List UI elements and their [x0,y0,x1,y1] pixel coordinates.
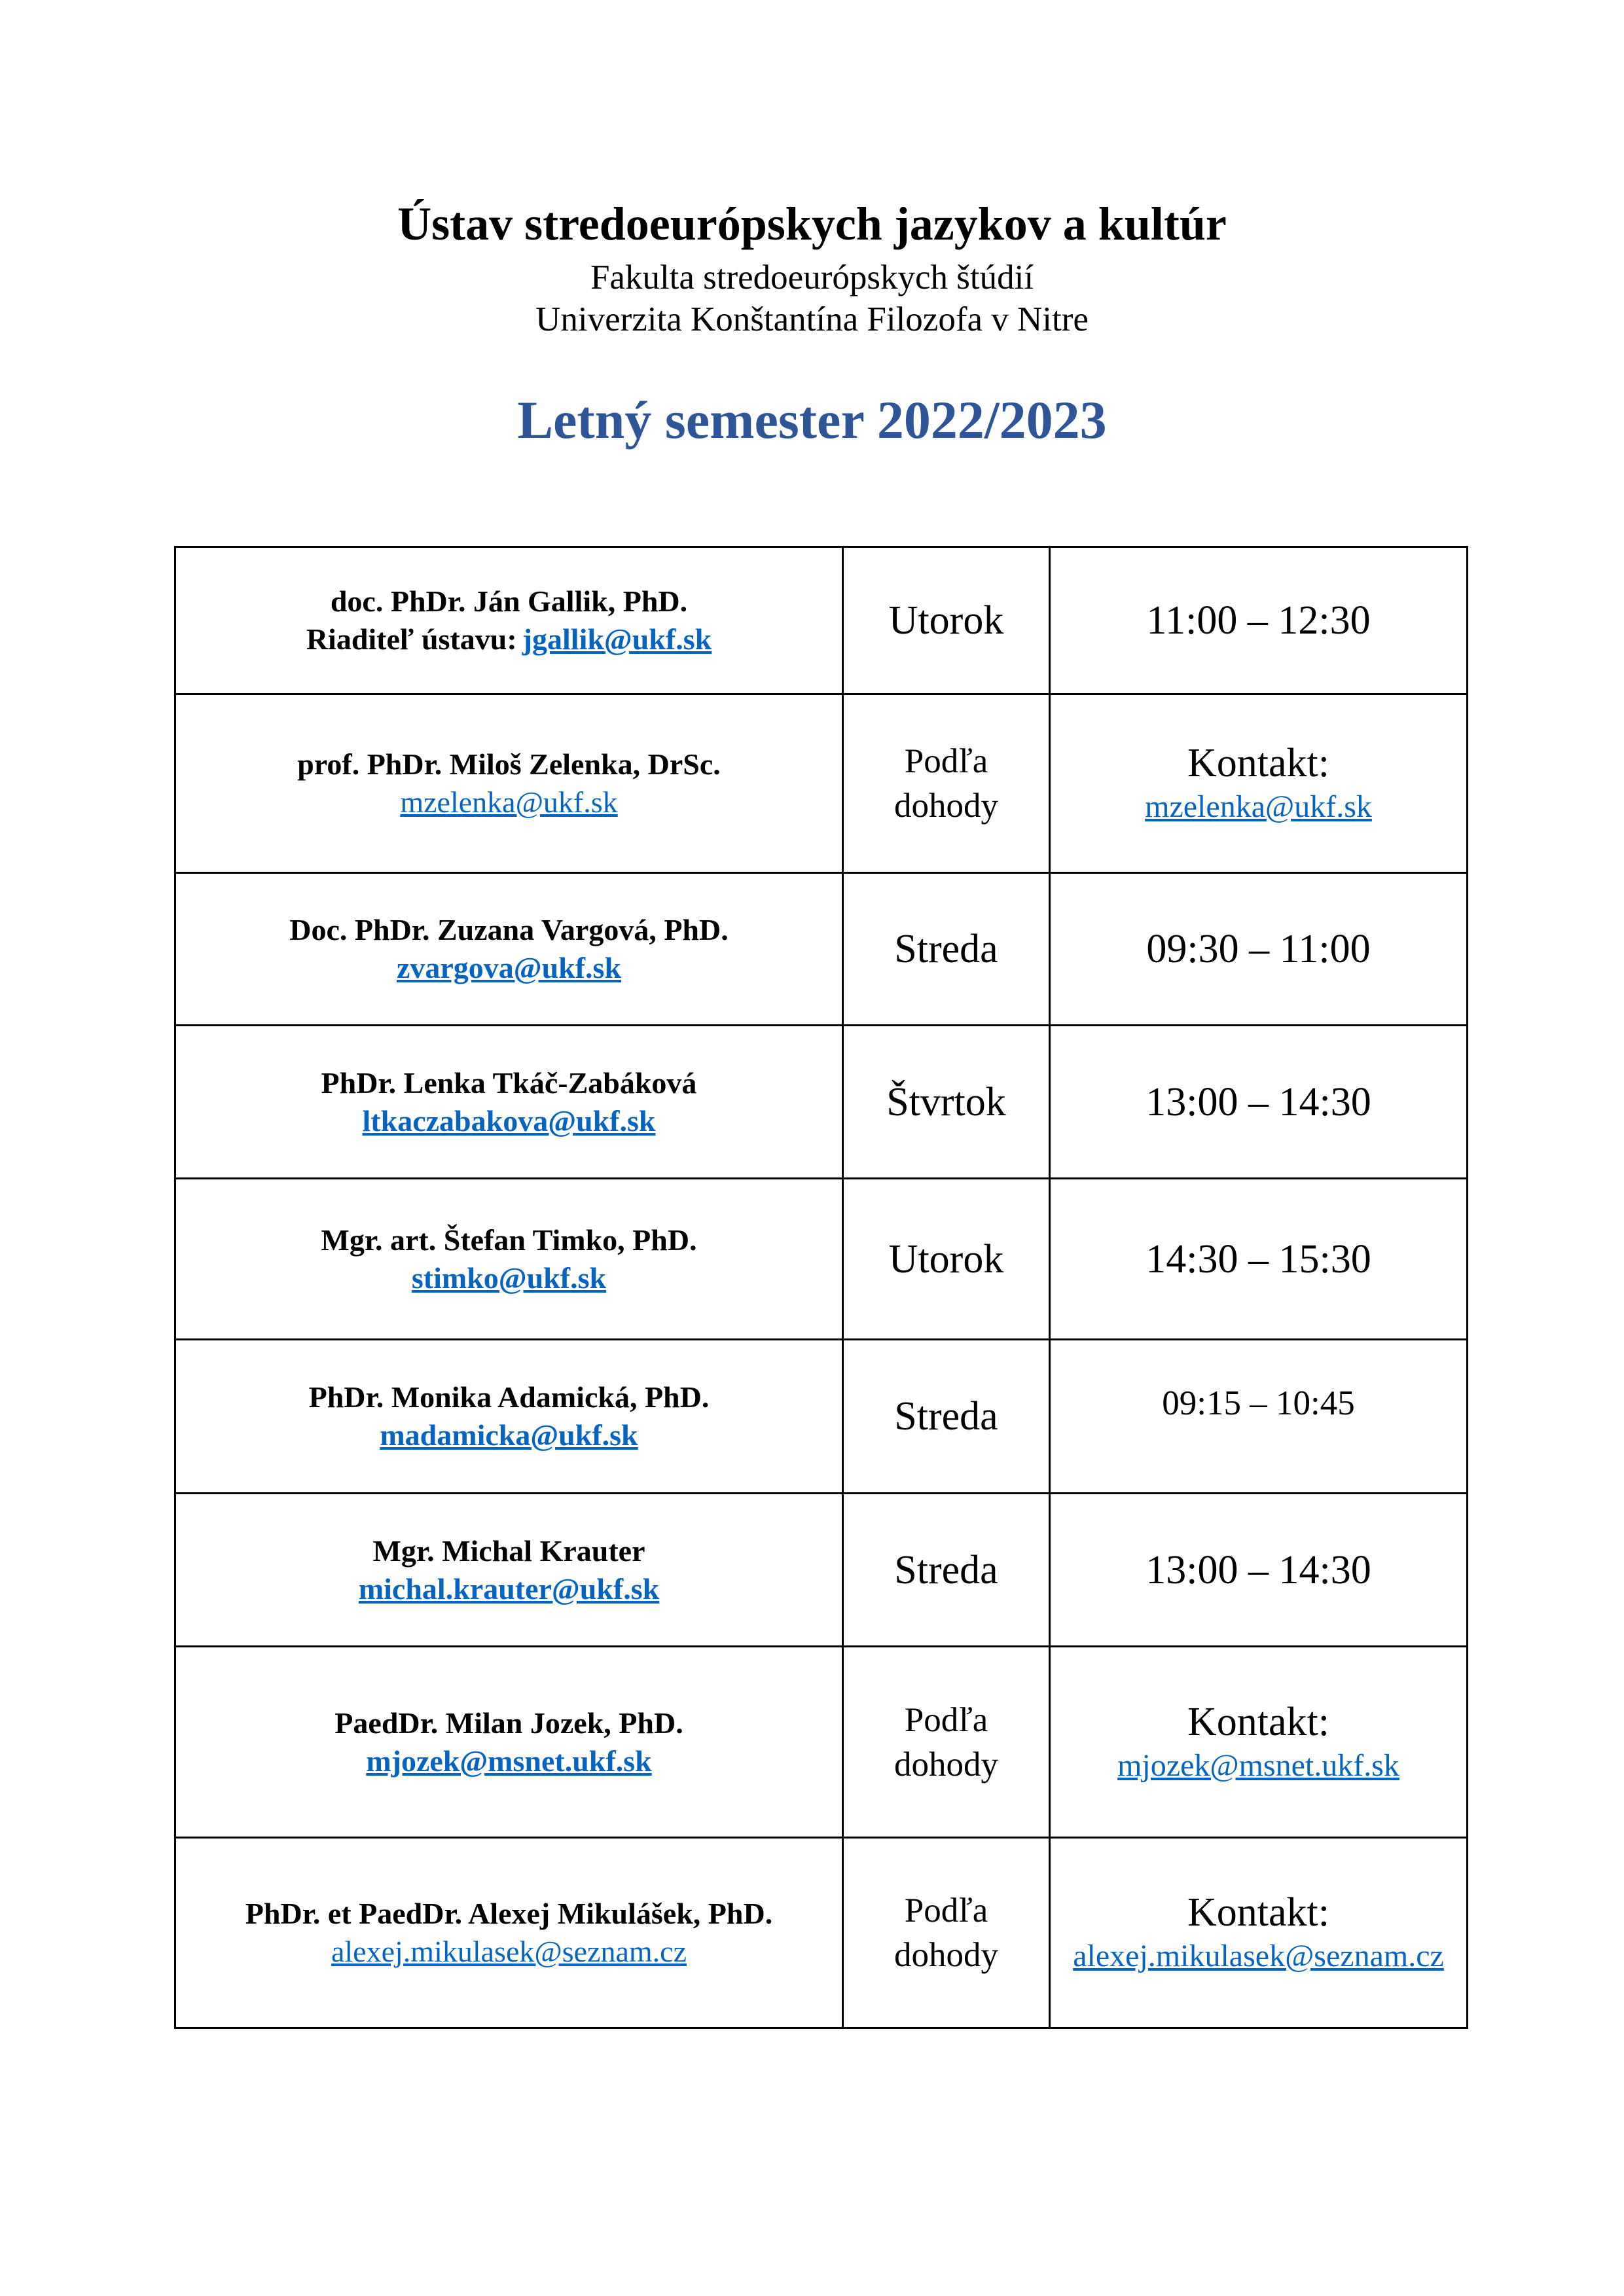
day-cell [843,1494,1050,1647]
time-cell [1050,1647,1468,1838]
staff-name: doc. PhDr. Ján Gallik, PhD. [330,584,688,618]
table-row [175,1340,1468,1494]
staff-cell [175,1026,843,1179]
staff-name: Mgr. art. Štefan Timko, PhD. [321,1223,697,1257]
contact-email-link[interactable]: mjozek@msnet.ukf.sk [1117,1748,1399,1783]
time-cell [1050,1026,1468,1179]
staff-name: prof. PhDr. Miloš Zelenka, DrSc. [297,747,721,781]
staff-email-link[interactable]: stimko@ukf.sk [411,1261,607,1295]
staff-cell [175,873,843,1026]
contact-label: Kontakt: [1187,1890,1329,1935]
staff-email-link[interactable]: mzelenka@ukf.sk [400,785,618,819]
office-day: Streda [894,1547,998,1592]
time-cell [1050,1494,1468,1647]
staff-cell [175,547,843,694]
office-time: 13:00 – 14:30 [1146,1079,1371,1124]
staff-cell [175,1647,843,1838]
office-day-continued: dohody [894,1745,998,1784]
contact-email-link[interactable]: mzelenka@ukf.sk [1145,789,1372,824]
table-row [175,1838,1468,2028]
staff-name: PhDr. Lenka Tkáč-Zabáková [321,1066,697,1100]
staff-email-link[interactable]: ltkaczabakova@ukf.sk [362,1103,656,1138]
office-day: Podľa [904,742,988,780]
staff-name: Doc. PhDr. Zuzana Vargová, PhD. [289,913,729,946]
staff-cell [175,1340,843,1494]
staff-cell [175,1838,843,2028]
office-day: Streda [894,927,998,971]
office-day: Štvrtok [886,1079,1006,1124]
staff-email-link[interactable]: zvargova@ukf.sk [396,951,622,984]
staff-cell [175,1494,843,1647]
time-cell [1050,1340,1468,1494]
time-cell [1050,1179,1468,1340]
table-row [175,547,1468,694]
staff-email-link[interactable]: jgallik@ukf.sk [522,622,712,656]
office-day-continued: dohody [894,787,998,825]
staff-name: PhDr. Monika Adamická, PhD. [308,1380,710,1414]
staff-email-link[interactable]: alexej.mikulasek@seznam.cz [331,1935,687,1968]
table-row [175,1179,1468,1340]
staff-cell [175,1179,843,1340]
table-row [175,1647,1468,1838]
office-day-continued: dohody [894,1936,998,1974]
office-time: 13:00 – 14:30 [1146,1547,1371,1592]
table-row [175,1026,1468,1179]
day-cell [843,873,1050,1026]
staff-role: Riaditeľ ústavu: [306,622,517,656]
institute-title: Ústav stredoeurópskych jazykov a kultúr [397,198,1227,250]
office-hours-table [174,546,1468,2029]
office-day: Podľa [904,1700,988,1739]
university-name: Univerzita Konštantína Filozofa v Nitre [535,300,1089,338]
office-time: 09:30 – 11:00 [1146,927,1371,971]
staff-cell [175,694,843,873]
office-day: Utorok [888,598,1004,643]
semester-title: Letný semester 2022/2023 [517,390,1107,450]
office-day: Podľa [904,1892,988,1929]
table-row [175,1494,1468,1647]
staff-name: PhDr. et PaedDr. Alexej Mikulášek, PhD. [245,1897,773,1930]
office-day: Utorok [888,1236,1004,1282]
contact-email-link[interactable]: alexej.mikulasek@seznam.cz [1073,1939,1444,1973]
staff-email-link[interactable]: madamicka@ukf.sk [380,1418,638,1452]
staff-name: PaedDr. Milan Jozek, PhD. [334,1706,683,1740]
day-cell [843,547,1050,694]
office-day: Streda [894,1394,998,1439]
time-cell [1050,1838,1468,2028]
staff-email-link[interactable]: mjozek@msnet.ukf.sk [366,1744,652,1778]
time-cell [1050,547,1468,694]
contact-label: Kontakt: [1187,741,1329,785]
day-cell [843,1838,1050,2028]
day-cell [843,1026,1050,1179]
day-cell [843,694,1050,873]
contact-label: Kontakt: [1187,1699,1329,1744]
table-row [175,873,1468,1026]
day-cell [843,1340,1050,1494]
staff-name: Mgr. Michal Krauter [372,1534,645,1568]
office-time: 11:00 – 12:30 [1146,598,1371,643]
table-row [175,694,1468,873]
day-cell [843,1179,1050,1340]
staff-email-link[interactable]: michal.krauter@ukf.sk [358,1571,660,1605]
office-time: 09:15 – 10:45 [1162,1384,1355,1422]
day-cell [843,1647,1050,1838]
office-time: 14:30 – 15:30 [1146,1236,1371,1282]
faculty-name: Fakulta stredoeurópskych štúdií [590,259,1034,296]
time-cell [1050,694,1468,873]
time-cell [1050,873,1468,1026]
